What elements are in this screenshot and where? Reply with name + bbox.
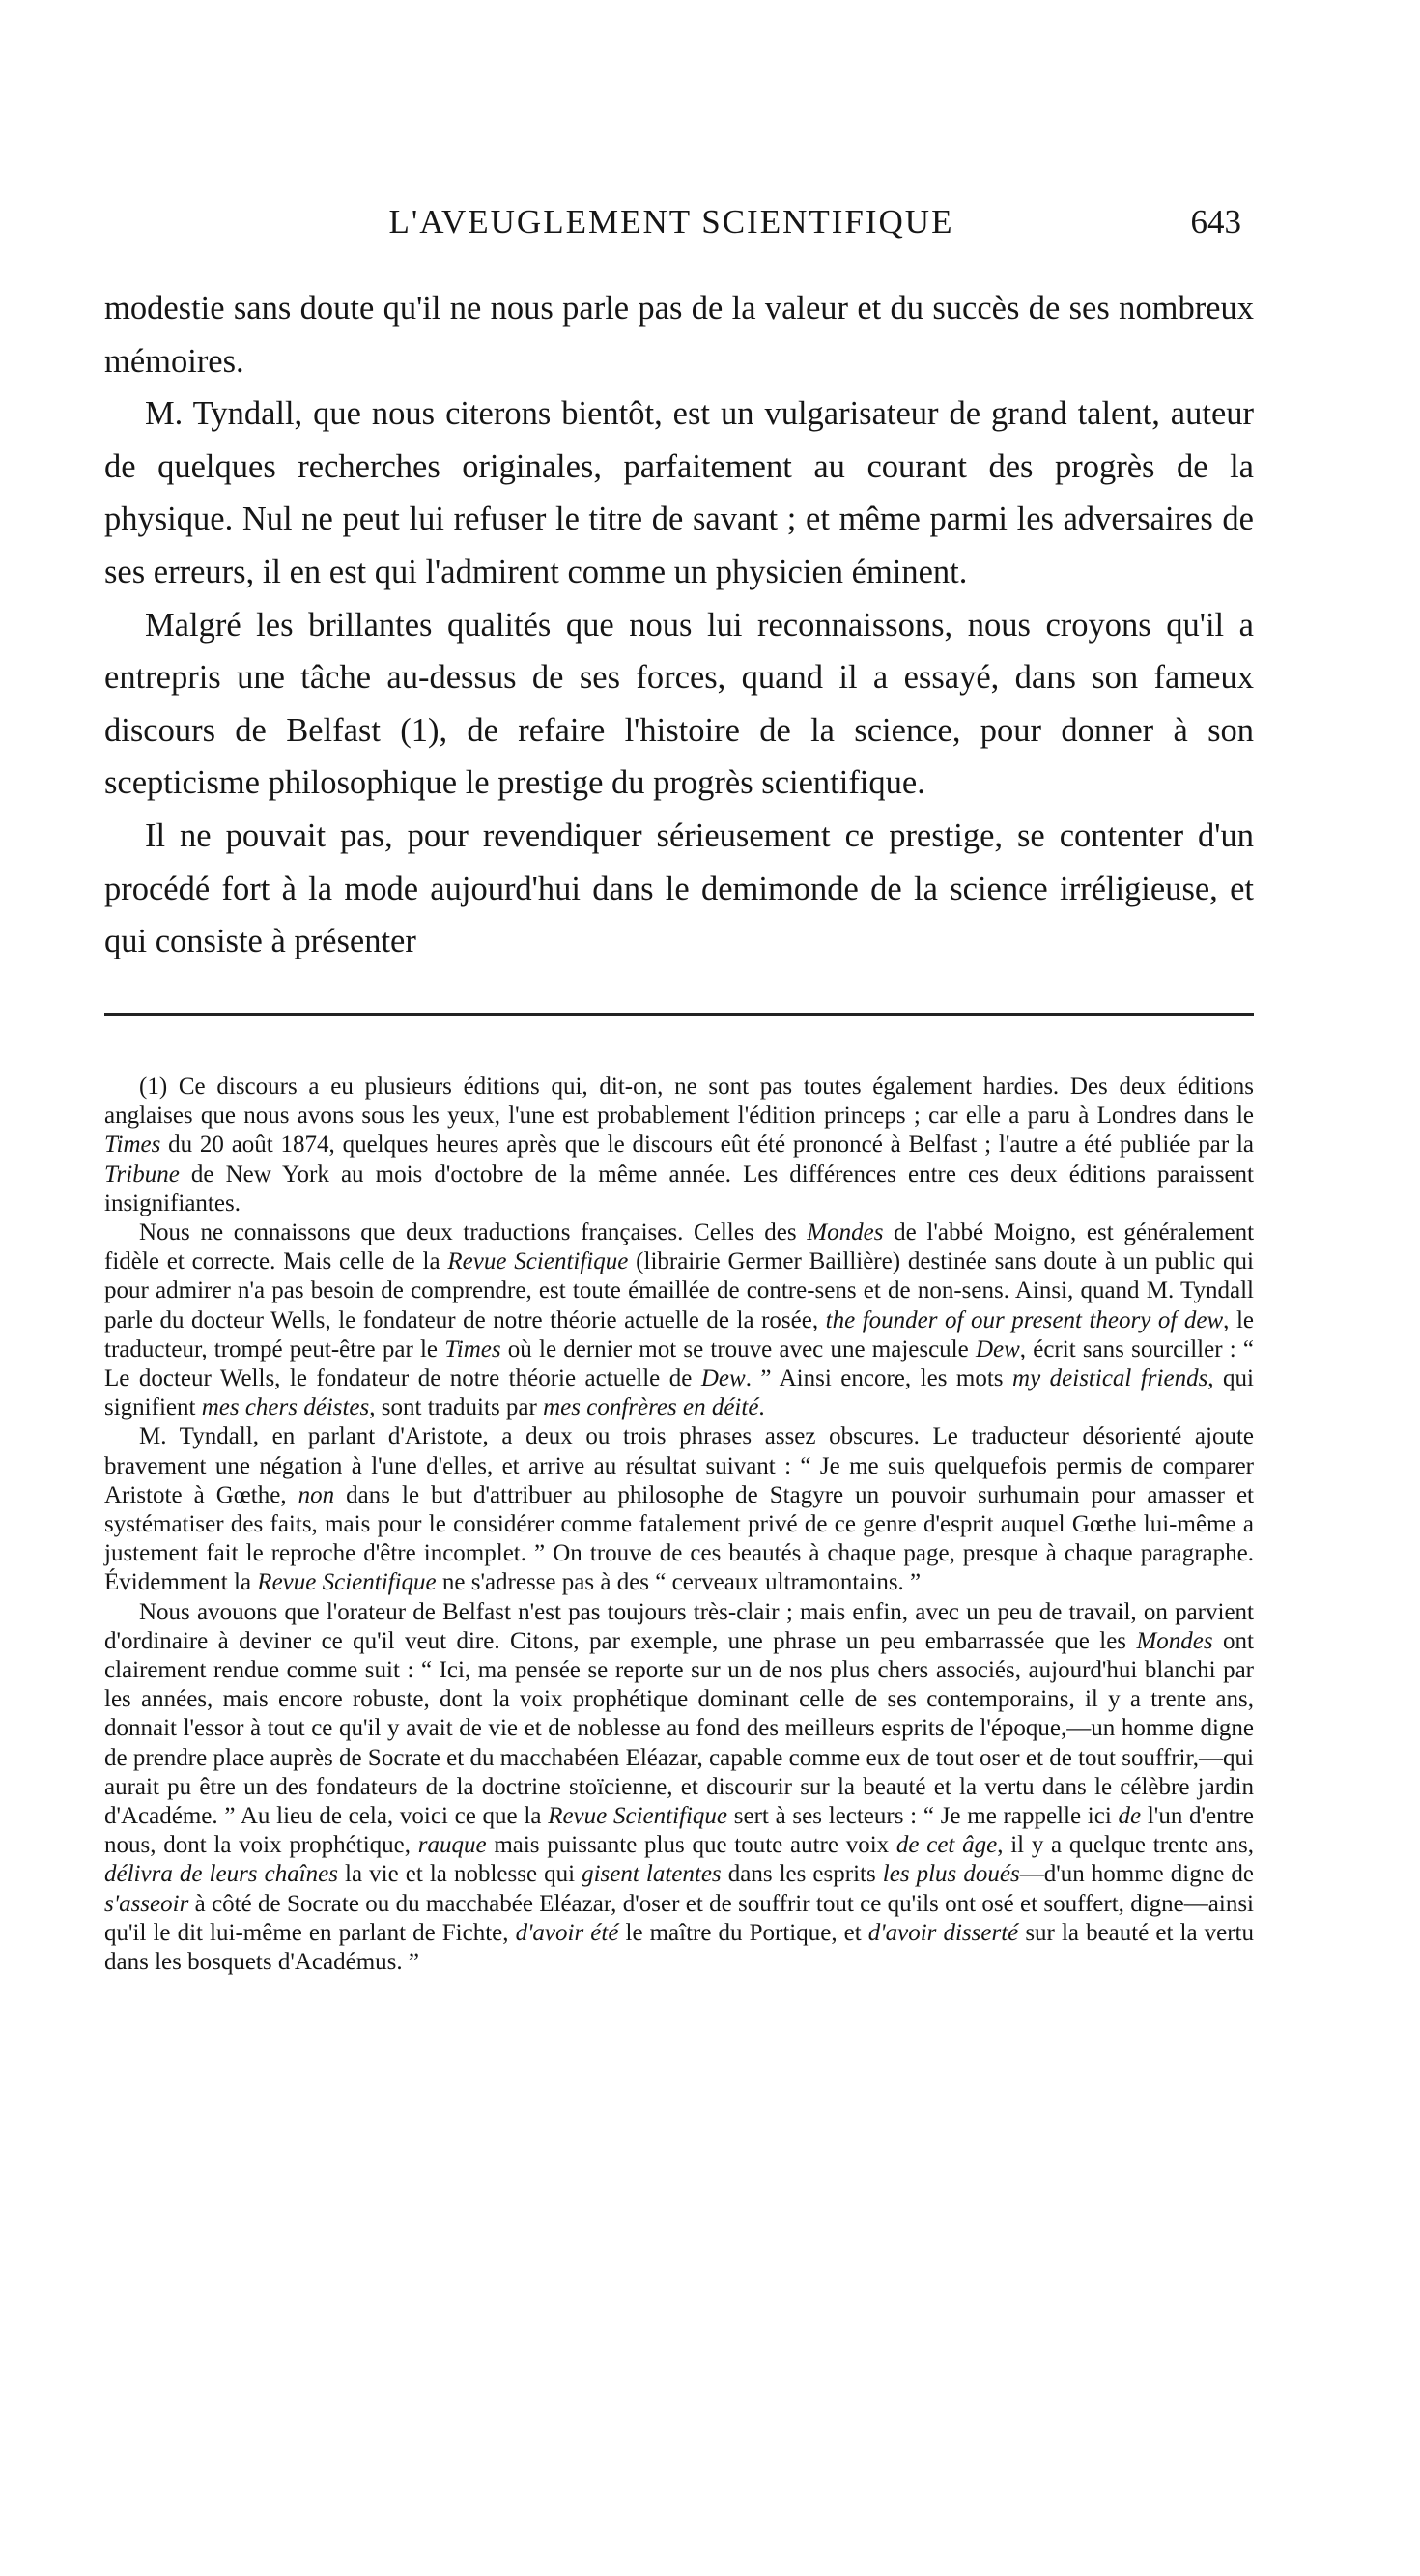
footnote-1: (1) Ce discours a eu plusieurs éditions qui, dit-on, ne sont pas toutes également hardies. Des deux éditions anglaises que nous avons sous les yeux, l'une est probablement l'édition princeps ; car elle a paru à Londres dans le Times du 20 août 1874, quelques heures après que le discours eût été prononcé à Belfast ; l'autre a été publiée par la Tribune de New York au mois d'octobre de la même année. Les différences entre ces deux éditions paraissent insignifiantes. — [104, 1073, 1254, 1216]
footnotes — [104, 1073, 1254, 1977]
main-text — [104, 282, 1254, 968]
footnote-paragraph-3: M. Tyndall, en parlant d'Aristote, a deux ou trois phrases assez obscures. Le traducteur désorienté ajoute bravement une négation à l'une d'elles, et arrive au résultat suivant : “ Je me suis quelquefois permis de comparer Aristote à Gœthe, non dans le but d'attribuer au philosophe de Stagyre un pouvoir surhumain pour amasser et systématiser des faits, mais pour le considérer comme fatalement privé de ce genre d'esprit auquel Gœthe lui-même a justement fait le reproche d'être incomplet. ” On trouve de ces beautés à chaque page, presque à chaque paragraphe. Évidemment la Revue Scientifique ne s'adresse pas à des “ cerveaux ultramontains. ” — [104, 1423, 1254, 1596]
paragraph-4: Il ne pouvait pas, pour revendiquer sérieusement ce prestige, se contenter d'un procédé fort à la mode aujourd'hui dans le demimonde de la science irréligieuse, et qui consiste à présenter — [104, 816, 1254, 960]
paragraph-3: Malgré les brillantes qualités que nous lui reconnaissons, nous croyons qu'il a entrepris une tâche au-dessus de ses forces, quand il a essayé, dans son fameux discours de Belfast (1), de refaire l'histoire de la science, pour donner à son scepticisme philosophique le prestige du progrès scientifique. — [104, 606, 1254, 802]
page-number: 643 — [1190, 203, 1241, 241]
footnote-paragraph-4: Nous avouons que l'orateur de Belfast n'est pas toujours très-clair ; mais enfin, avec un peu de travail, on parvient d'ordinaire à deviner ce qu'il veut dire. Citons, par exemple, une phrase un peu embarrassée que les Mondes ont clairement rendue comme suit : “ Ici, ma pensée se reporte sur un de nos plus chers associés, aujourd'hui blanchi par les années, mais encore robuste, dont la voix prophétique dominant celle de ses contemporains, il y a trente ans, donnait l'essor à tout ce qu'il y avait de vie et de noblesse au fond des meilleurs esprits de l'époque,—un homme digne de prendre place auprès de Socrate et du macchabéen Eléazar, capable comme eux de tout oser et de tout souffrir,—qui aurait pu être un des fondateurs de la doctrine stoïcienne, et discourir sur la beauté et la vertu dans le célèbre jardin d'Académe. ” Au lieu de cela, voici ce que la Revue Scientifique sert à ses lecteurs : “ Je me rappelle ici de l'un d'entre nous, dont la voix prophétique, rauque mais puissante plus que toute autre voix de cet âge, il y a quelque trente ans, délivra de leurs chaînes la vie et la noblesse qui gisent latentes dans les esprits les plus doués—d'un homme digne de s'asseoir à côté de Socrate ou du macchabée Eléazar, d'oser et de souffrir tout ce qu'ils ont osé et souffert, digne—ainsi qu'il le dit lui-même en parlant de Fichte, d'avoir été le maître du Portique, et d'avoir disserté sur la beauté et la vertu dans les bosquets d'Académus. ” — [104, 1598, 1255, 1976]
paragraph-1: modestie sans doute qu'il ne nous parle pas de la valeur et du succès de ses nombreux mémoires. — [104, 290, 1254, 380]
footnote-paragraph-2: Nous ne connaissons que deux traductions françaises. Celles des Mondes de l'abbé Moigno, est généralement fidèle et correcte. Mais celle de la Revue Scientifique (librairie Germer Baillière) destinée sans doute à un public qui pour admirer n'a pas besoin de comprendre, est toute émaillée de contre-sens et de non-sens. Ainsi, quand M. Tyndall parle du docteur Wells, le fondateur de notre théorie actuelle de la rosée, the founder of our present theory of dew, le traducteur, trompé peut-être par le Times où le dernier mot se trouve avec une majescule Dew, écrit sans sourciller : “ Le docteur Wells, le fondateur de notre théorie actuelle de Dew. ” Ainsi encore, les mots my deistical friends, qui signifient mes chers déistes, sont traduits par mes confrères en déité. — [104, 1219, 1255, 1421]
running-title: L'AVEUGLEMENT SCIENTIFIQUE — [388, 203, 954, 241]
footnote-separator — [104, 1013, 1254, 1016]
paragraph-2: M. Tyndall, que nous citerons bientôt, est un vulgarisateur de grand talent, auteur de quelques recherches originales, parfaitement au courant des progrès de la physique. Nul ne peut lui refuser le titre de savant ; et même parmi les adversaires de ses erreurs, il en est qui l'admirent comme un physicien éminent. — [104, 395, 1254, 590]
running-head — [101, 198, 1241, 246]
